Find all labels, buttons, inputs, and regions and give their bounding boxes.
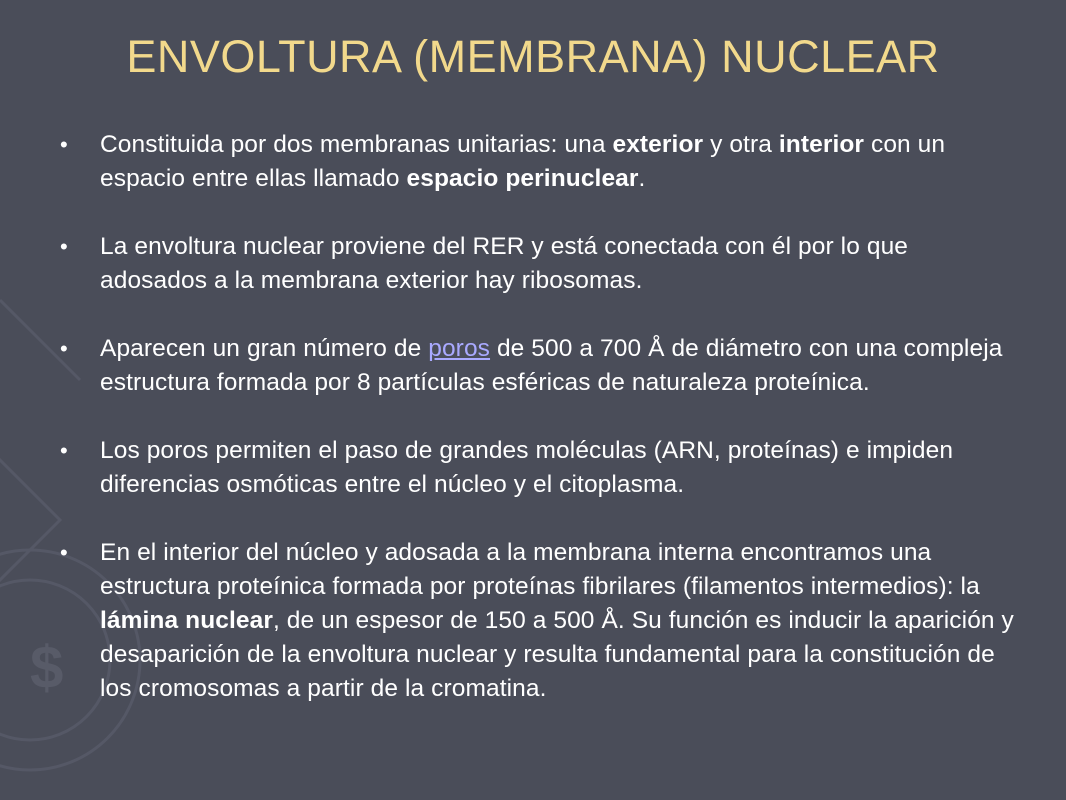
- bullet-dot-icon: •: [60, 234, 68, 259]
- dollar-watermark-icon: $: [30, 634, 64, 701]
- bold-term-nuclear-lamina: lámina nuclear: [100, 607, 273, 634]
- bold-term-interior: interior: [778, 131, 865, 158]
- bullet-text: con un espacio entre ellas llamado: [100, 131, 946, 192]
- bullet-text: Los poros permiten el paso de grandes moléculas (ARN, proteínas) e impiden diferencias osmóticas entre el núcleo y el citoplasma.: [100, 437, 954, 498]
- bullet-item-rer-origin: [60, 230, 1020, 298]
- bullet-dot-icon: •: [60, 336, 68, 361]
- bullet-dot-icon: •: [60, 132, 68, 157]
- bullet-dot-icon: •: [60, 438, 68, 463]
- bullet-dot-icon: •: [60, 540, 68, 565]
- bullet-text: La envoltura nuclear proviene del RER y está conectada con él por lo que adosados a la membrana exterior hay ribosomas.: [100, 233, 909, 294]
- bold-term-exterior: exterior: [612, 131, 704, 158]
- bullet-item-pore-function: [60, 434, 1020, 502]
- watermark-stroke-1: [0, 420, 60, 600]
- bullet-text: , de un espesor de 150 a 500 Å. Su función es inducir la aparición y desaparición de la envoltura nuclear y resulta fundamental para la constitución de los cromosomas a partir de la cromatina.: [100, 607, 1014, 702]
- bold-term-perinuclear-space: espacio perinuclear: [406, 165, 639, 192]
- bullet-item-membranes: [60, 128, 1020, 196]
- poros-link[interactable]: poros: [428, 335, 491, 362]
- bullet-text: Aparecen un gran número de: [100, 335, 429, 362]
- slide-title: ENVOLTURA (MEMBRANA) NUCLEAR: [126, 31, 940, 82]
- bullet-text: En el interior del núcleo y adosada a la membrana interna encontramos una estructura proteínica formada por proteínas fibrilares (filamentos intermedios): la: [100, 539, 980, 600]
- bullet-item-pores: [60, 332, 1020, 400]
- bullet-text: Constituida por dos membranas unitarias: una: [100, 131, 613, 158]
- bullet-text: y otra: [703, 131, 779, 158]
- bullet-text: .: [638, 165, 646, 192]
- bullet-item-nuclear-lamina: [60, 536, 1020, 706]
- bullet-text: de 500 a 700 Å de diámetro con una compleja estructura formada por 8 partículas esféricas de naturaleza proteínica.: [100, 335, 1003, 396]
- bullet-list: [60, 128, 1020, 706]
